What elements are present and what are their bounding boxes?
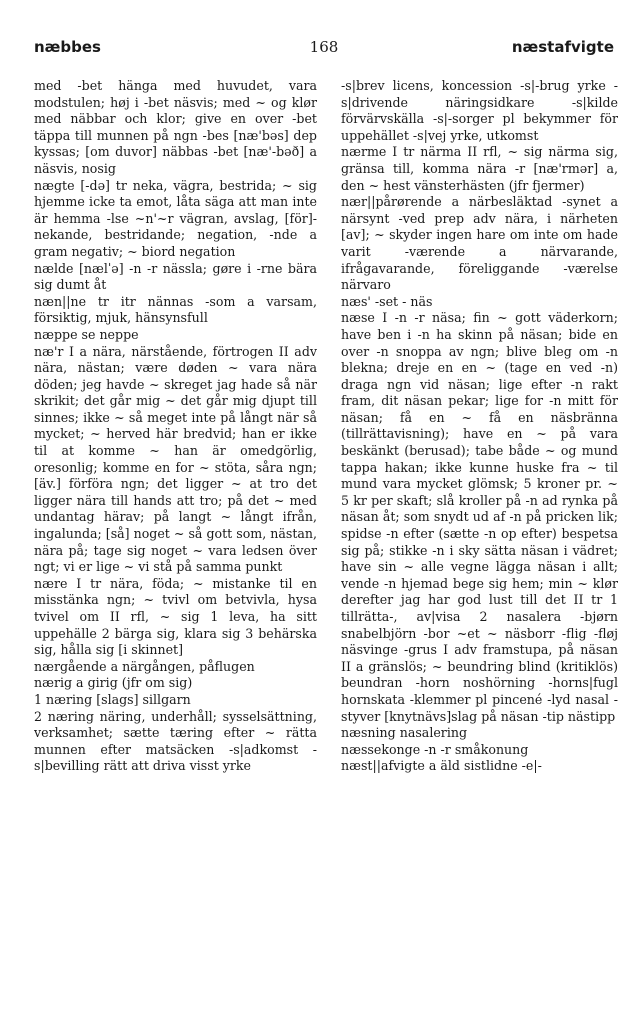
- dictionary-entry: 1 næring [slags] sillgarn: [34, 691, 191, 707]
- dictionary-entry: -s|brev licens, koncession -s|-brug yrke -s|drivende näringsidkare -s|kilde förvärvskälla -s|-sorger pl bekymmer för uppehället -s|vej yrke, utkomst: [341, 78, 618, 143]
- right-guide-word: næstafvigte: [511, 38, 614, 56]
- page-header: [34, 38, 614, 62]
- dictionary-entry: nærgående a närgången, påflugen: [34, 658, 255, 674]
- dictionary-entry: nær||pårørende a närbesläktad -synet a närsynt -ved prep adv nära, i närheten [av]; ~ skyder ingen hare om inte om hade varit -værende a närvarande, ifrågavarande, föreliggande -værelse närvaro: [341, 194, 618, 293]
- dictionary-entry: nælde [nælˈə] -n -r nässla; gøre i -rne bära sig dumt åt: [34, 260, 317, 293]
- dictionary-entry: 2 næring näring, underhåll; sysselsättning, verksamhet; sætte tæring efter ~ rätta munnen efter matsäcken -s|adkomst -s|bevilling rätt att driva visst yrke: [34, 708, 317, 774]
- right-column: [341, 78, 618, 985]
- dictionary-entry: med -bet hänga med huvudet, vara modstulen; høj i -bet näsvis; med ~ og klør med näbbar och klor; give en over -bet täppa till munnen på ngn -bes [næ'bəs] dep kyssas; [om duvor] näbbas -bet [næ'-bəð] a näsvis, nosig: [34, 78, 317, 176]
- dictionary-entry: nære I tr nära, föda; ~ mistanke til en misstänka ngn; ~ tvivl om betvivla, hysa tvivel om II rfl, ~ sig 1 leva, ha sitt uppehälle 2 bärga sig, klara sig 3 behärska sig, hålla sig [i skinnet]: [34, 575, 317, 658]
- dictionary-entry: nærig a girig (jfr om sig): [34, 675, 193, 691]
- dictionary-entry: næppe se neppe: [34, 326, 139, 342]
- left-guide-word: næbbes: [34, 38, 101, 56]
- dictionary-entry: nægte [-də] tr neka, vägra, bestrida; ~ sig hjemme icke ta emot, låta säga att man inte är hemma -lse ~n'~r vägran, avslag, [för]-nekande, bestridande; negation, -nde a gram negativ; ~ biord negation: [34, 177, 317, 259]
- dictionary-entry: næsning nasalering: [341, 725, 468, 741]
- dictionary-entry: næ'r I a nära, närstående, förtrogen II adv nära, nästan; være døden ~ vara nära döden; jeg havde ~ skreget jag hade så när skrikit; det går mig ~ det går mig djupt till sinnes; ikke ~ så meget inte på långt när så mycket; ~ herved här bredvid; han er ikke til at komme ~ han är omedgörlig, oresonlig; komme en for ~ stöta, såra ngn; [äv.] förföra ngn; det ligger ~ at tro det ligger nära till hands att tro; på det ~ med undantag härav; på langt ~ långt ifrån, ingalunda; [så] noget ~ så gott som, nästan, nära på; tage sig noget ~ vara ledsen över ngt; vi er lige ~ vi stå på samma punkt: [34, 343, 317, 575]
- page-number: 168: [309, 38, 339, 56]
- dictionary-entry: næn||ne tr itr nännas -som a varsam, försiktig, mjuk, hänsynsfull: [34, 293, 317, 326]
- dictionary-entry: næse I -n -r näsa; fin ~ gott väderkorn; have ben i -n ha skinn på näsan; bide en over -n snoppa av ngn; blive bleg om -n blekna; dreje en en ~ (tage en ved -n) draga ngn vid näsan; lige efter -n rakt fram, dit näsan pekar; lige for -n mitt för näsan; få en ~ få en näsbränna (tillrättavisning); have en ~ på vara beskänkt (berusad); tabe både ~ og mund tappa hakan; ikke kunne huske fra ~ til mund vara mycket glömsk; 5 kroner pr. ~ 5 kr per skaft; slå kroller på -n ad rynka på näsan åt; som snydt ud af -n på pricken lik; spidse -n efter (sætte -n op efter) bespetsa sig på; stikke -n i sky sätta näsan i vädret; have sin ~ alle vegne lägga näsan i allt; vende -n hjemad bege sig hem; min ~ klør derefter jag har god lust till det II tr 1 tillrätta-, av|visa 2 nasalera -bjørn snabelbjörn -bor ~et ~ näsborr -flig -fløj näsvinge -grus I adv framstupa, på näsan II a gränslös; ~ beundring blind (kritiklös) beundran -horn noshörning -horns|fugl hornskata -klemmer pl pincené -lyd nasal -styver [knytnävs]slag på näsan -tip nästipp: [341, 310, 618, 724]
- dictionary-entry: nærme I tr närma II rfl, ~ sig närma sig, gränsa till, komma nära -r [næ'rmər] a, den ~ hest vänsterhästen (jfr fjermer): [341, 144, 618, 193]
- dictionary-entry: næst||afvigte a äld sistlidne -e|-: [341, 758, 542, 774]
- left-column: [34, 78, 317, 985]
- dictionary-entry: næssekonge -n -r småkonung: [341, 741, 529, 757]
- dictionary-entry: næs' -set - näs: [341, 293, 433, 309]
